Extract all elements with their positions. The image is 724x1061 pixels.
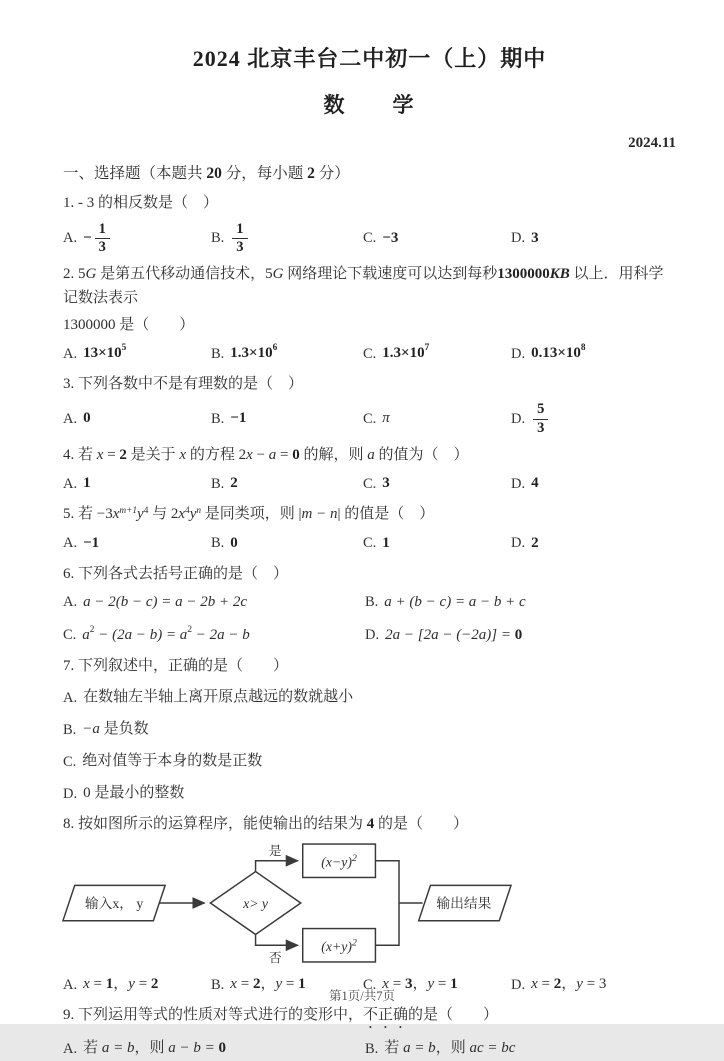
option-value: 4 xyxy=(531,475,539,492)
option-value: $\frac{1}{3}$ xyxy=(230,221,249,257)
question-9 xyxy=(63,1004,676,1061)
option-label: D. xyxy=(511,229,526,246)
option-label: D. xyxy=(63,785,78,802)
option-value: 0 xyxy=(230,534,238,551)
option-value: 0.13×10 8 xyxy=(531,343,586,362)
option-label: B. xyxy=(211,410,225,427)
option-label: D. xyxy=(511,535,526,552)
option-value: x = 3 ， y = 1 xyxy=(382,976,458,993)
flowchart-yes-box-label: $(x-y)^2$ xyxy=(321,853,357,870)
option-label: C. xyxy=(363,976,377,993)
question-8-stem: 8. 按如图所示的运算程序，能使输出的结果为 4 的是（ ） xyxy=(63,816,469,833)
option-label: A. xyxy=(63,410,78,427)
question-5-stem: 5. 若 $-3x^{m+1}y^4$ 与 $2x^4y^n$ 是同类项，则 |m − n| 的值是（ ） xyxy=(63,506,435,523)
option-value: −1 xyxy=(83,534,100,551)
question-6 xyxy=(63,563,676,648)
option-label: C. xyxy=(363,535,377,552)
option-value: a 2 − (2a − b) = a 2 − 2a − b xyxy=(82,624,250,643)
option-label: C. xyxy=(363,410,377,427)
question-9-stem: 9. 下列运用等式的性质对等式进行的变形中，不正确的是（ ） xyxy=(63,1007,499,1024)
option-value: −a 是负数 xyxy=(82,721,149,738)
question-3 xyxy=(63,373,676,437)
section-heading: 一、选择题（本题共 20 分，每小题 2 分） xyxy=(63,165,350,182)
flowchart-merge-line xyxy=(375,861,399,946)
option-value: −1 xyxy=(230,410,247,427)
option-value: − $\frac{1}{3}$ xyxy=(83,221,112,257)
question-2 xyxy=(63,263,676,366)
question-5 xyxy=(63,503,676,555)
question-8 xyxy=(63,813,676,997)
option-label: A. xyxy=(63,976,78,993)
option-label: D. xyxy=(511,976,526,993)
question-7-option-b xyxy=(63,718,676,742)
question-6-stem: 6. 下列各式去括号正确的是（ ） xyxy=(63,565,289,582)
question-7-option-c xyxy=(63,750,676,774)
exam-date: 2024.11 xyxy=(628,135,676,151)
question-3-options xyxy=(63,401,676,437)
option-value: a + (b − c) = a − b + c xyxy=(384,593,526,610)
question-4-stem: 4. 若 x = 2 是关于 x 的方程 2x − a = 0 的解，则 a 的值为（ ） xyxy=(63,447,469,464)
question-1-option-b xyxy=(211,221,363,257)
page-indicator: 第1页/共7页 xyxy=(329,989,395,1003)
option-label: B. xyxy=(211,229,225,246)
option-label: D. xyxy=(511,410,526,427)
option-value: x = 2 ， y = 3 xyxy=(531,976,607,993)
question-2-option-a xyxy=(63,342,211,366)
flowchart-diagram xyxy=(61,840,513,968)
option-label: A. xyxy=(63,689,78,706)
question-1-option-d xyxy=(511,221,676,257)
subject-title: 数 学 xyxy=(323,93,416,117)
option-value: 若 a = b ，则 ac = bc xyxy=(384,1040,516,1057)
question-3-option-a xyxy=(63,401,211,437)
option-value: 1 xyxy=(382,534,390,551)
question-6-option-b xyxy=(365,591,676,615)
question-1-options xyxy=(63,221,676,257)
page-title: 2024 北京丰台二中初一（上）期中 xyxy=(192,46,547,71)
question-9-options xyxy=(63,1037,676,1061)
option-value: 1.3×10 6 xyxy=(230,343,278,362)
option-label: B. xyxy=(211,475,225,492)
option-value: 3 xyxy=(382,475,390,492)
question-1 xyxy=(63,192,676,256)
option-label: A. xyxy=(63,475,78,492)
question-4-option-b xyxy=(211,472,363,496)
option-label: B. xyxy=(365,594,379,611)
option-label: C. xyxy=(363,475,377,492)
option-value: 2 xyxy=(531,534,539,551)
question-7-stem: 7. 下列叙述中，正确的是（ ） xyxy=(63,657,289,674)
option-value: 1 xyxy=(83,475,91,492)
option-value: 0 xyxy=(83,410,91,427)
question-2-stem-line1: 2. 5G 是第五代移动通信技术，5G 网络理论下载速度可以达到每秒1300000KB 以上．用科学记数法表示 xyxy=(63,266,664,306)
question-5-option-a xyxy=(63,532,211,556)
question-2-stem-line2: 1300000 是（ ） xyxy=(63,316,195,333)
question-2-option-b xyxy=(211,342,363,366)
option-value: 绝对值等于本身的数是正数 xyxy=(82,753,263,770)
question-1-option-c xyxy=(363,221,511,257)
flowchart-condition-label: x> y xyxy=(243,896,269,912)
option-label: B. xyxy=(365,1040,379,1057)
question-4-option-d xyxy=(511,472,676,496)
option-label: C. xyxy=(63,753,77,770)
option-label: C. xyxy=(363,229,377,246)
question-3-option-d xyxy=(511,401,676,437)
question-3-option-b xyxy=(211,401,363,437)
question-4-options xyxy=(63,472,676,496)
page-footer xyxy=(0,986,724,1004)
option-label: A. xyxy=(63,535,78,552)
option-label: B. xyxy=(211,345,225,362)
option-value: 2a − [2a − (−2a)] = 0 xyxy=(385,626,523,643)
option-value: x = 2 ， y = 1 xyxy=(230,976,306,993)
question-3-stem: 3. 下列各数中不是有理数的是（ ） xyxy=(63,376,304,393)
option-value: $\frac{5}{3}$ xyxy=(531,401,550,437)
question-2-options xyxy=(63,342,676,366)
question-4-option-a xyxy=(63,472,211,496)
option-label: B. xyxy=(211,535,225,552)
question-5-option-c xyxy=(363,532,511,556)
option-value: 若 a = b ，则 a − b = 0 xyxy=(83,1040,227,1057)
option-label: D. xyxy=(511,345,526,362)
flowchart-no-arrow xyxy=(256,935,298,946)
option-value: 1.3×10 7 xyxy=(382,343,430,362)
option-label: A. xyxy=(63,1040,78,1057)
question-7-option-a xyxy=(63,686,676,710)
question-4 xyxy=(63,444,676,496)
question-5-options xyxy=(63,532,676,556)
question-7-option-d xyxy=(63,782,676,806)
question-2-option-c xyxy=(363,342,511,366)
question-1-option-a xyxy=(63,221,211,257)
flowchart-output-label: 输出结果 xyxy=(436,896,492,912)
option-value: a − 2(b − c) = a − 2b + 2c xyxy=(83,593,248,610)
option-label: C. xyxy=(363,345,377,362)
question-9-option-b xyxy=(365,1037,676,1061)
option-label: A. xyxy=(63,345,78,362)
question-7 xyxy=(63,655,676,806)
option-value: x = 1 ， y = 2 xyxy=(83,976,159,993)
option-label: D. xyxy=(511,475,526,492)
option-value: 3 xyxy=(531,229,539,246)
option-value: 2 xyxy=(230,475,238,492)
question-6-options xyxy=(63,591,676,648)
option-label: B. xyxy=(211,976,225,993)
question-2-option-d xyxy=(511,342,676,366)
question-5-option-d xyxy=(511,532,676,556)
question-6-option-d xyxy=(365,624,676,648)
question-9-option-a xyxy=(63,1037,365,1061)
option-label: A. xyxy=(63,594,78,611)
option-value: π xyxy=(382,410,390,427)
option-label: C. xyxy=(63,627,77,644)
flowchart-no-label: 否 xyxy=(268,951,282,966)
question-6-option-c xyxy=(63,624,365,648)
question-1-stem: 1. - 3 的相反数是（ ） xyxy=(63,195,218,212)
flowchart-yes-arrow xyxy=(256,861,298,872)
flowchart-yes-label: 是 xyxy=(268,844,282,859)
flowchart-no-box-label: $(x+y)^2$ xyxy=(321,937,357,955)
option-value: 在数轴左半轴上离开原点越远的数就越小 xyxy=(83,689,354,706)
option-value: 13×10 5 xyxy=(83,343,127,362)
option-value: 0 是最小的整数 xyxy=(83,785,185,802)
question-3-option-c xyxy=(363,401,511,437)
question-5-option-b xyxy=(211,532,363,556)
option-label: A. xyxy=(63,229,78,246)
option-label: B. xyxy=(63,721,77,738)
option-label: D. xyxy=(365,627,380,644)
option-value: −3 xyxy=(382,229,399,246)
question-6-option-a xyxy=(63,591,365,615)
question-4-option-c xyxy=(363,472,511,496)
flowchart-input-label: 输入x， y xyxy=(84,896,144,912)
